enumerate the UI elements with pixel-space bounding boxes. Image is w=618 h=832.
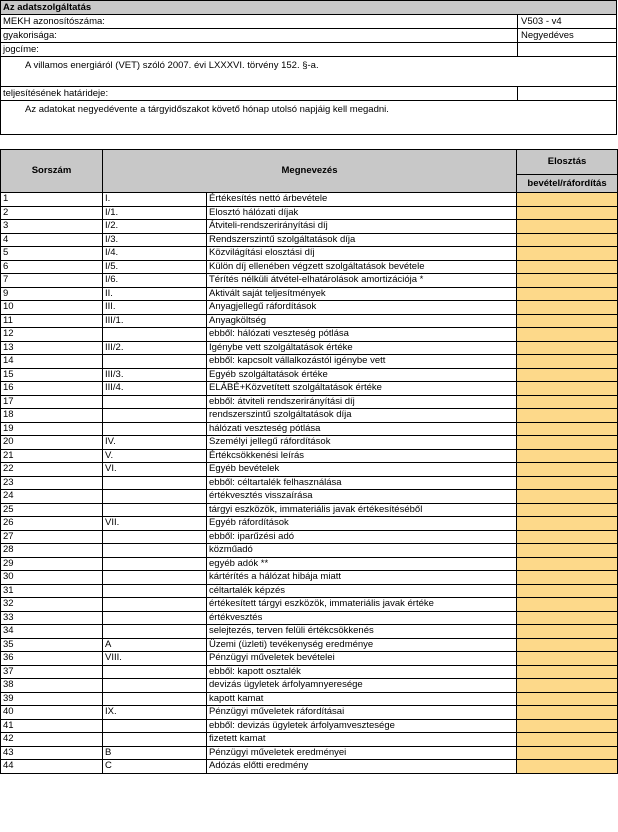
value-input-cell[interactable] bbox=[517, 760, 618, 774]
table-body bbox=[1, 193, 618, 774]
row-code bbox=[103, 476, 207, 490]
row-code bbox=[103, 598, 207, 612]
row-label: közműadó bbox=[207, 544, 517, 558]
row-number: 43 bbox=[1, 746, 103, 760]
row-code: VI. bbox=[103, 463, 207, 477]
table-row bbox=[1, 733, 618, 747]
row-number: 30 bbox=[1, 571, 103, 585]
row-code bbox=[103, 733, 207, 747]
table-row bbox=[1, 247, 618, 261]
row-code bbox=[103, 719, 207, 733]
value-input-cell[interactable] bbox=[517, 368, 618, 382]
row-label: Pénzügyi műveletek ráfordításai bbox=[207, 706, 517, 720]
row-label: ELÁBÉ+Közvetített szolgáltatások értéke bbox=[207, 382, 517, 396]
row-number: 22 bbox=[1, 463, 103, 477]
row-label: selejtezés, terven felüli értékcsökkenés bbox=[207, 625, 517, 639]
table-row bbox=[1, 409, 618, 423]
row-label: céltartalék képzés bbox=[207, 584, 517, 598]
row-code: VII. bbox=[103, 517, 207, 531]
row-number: 14 bbox=[1, 355, 103, 369]
value-input-cell[interactable] bbox=[517, 341, 618, 355]
value-input-cell[interactable] bbox=[517, 422, 618, 436]
row-number: 42 bbox=[1, 733, 103, 747]
row-code: C bbox=[103, 760, 207, 774]
table-row bbox=[1, 355, 618, 369]
table-row bbox=[1, 584, 618, 598]
row-number: 35 bbox=[1, 638, 103, 652]
table-row bbox=[1, 341, 618, 355]
table-row bbox=[1, 328, 618, 342]
value-input-cell[interactable] bbox=[517, 395, 618, 409]
row-number: 6 bbox=[1, 260, 103, 274]
legal-value bbox=[517, 43, 618, 56]
row-number: 9 bbox=[1, 287, 103, 301]
row-number: 4 bbox=[1, 233, 103, 247]
row-code: III/3. bbox=[103, 368, 207, 382]
value-input-cell[interactable] bbox=[517, 328, 618, 342]
table-row bbox=[1, 503, 618, 517]
row-label: ebből: hálózati veszteség pótlása bbox=[207, 328, 517, 342]
row-code bbox=[103, 611, 207, 625]
row-number: 20 bbox=[1, 436, 103, 450]
col-header-name: Megnevezés bbox=[103, 150, 517, 193]
value-input-cell[interactable] bbox=[517, 625, 618, 639]
row-label: értékesített tárgyi eszközök, immateriális javak értéke bbox=[207, 598, 517, 612]
row-label: értékvesztés bbox=[207, 611, 517, 625]
value-input-cell[interactable] bbox=[517, 652, 618, 666]
row-code: IV. bbox=[103, 436, 207, 450]
value-input-cell[interactable] bbox=[517, 746, 618, 760]
value-input-cell[interactable] bbox=[517, 436, 618, 450]
table-row bbox=[1, 706, 618, 720]
legal-text-row bbox=[0, 57, 617, 87]
row-label: Üzemi (üzleti) tevékenység eredménye bbox=[207, 638, 517, 652]
col-header-group: Elosztás bbox=[517, 150, 618, 175]
row-number: 10 bbox=[1, 301, 103, 315]
value-input-cell[interactable] bbox=[517, 503, 618, 517]
row-number: 1 bbox=[1, 193, 103, 207]
row-number: 19 bbox=[1, 422, 103, 436]
row-label: Pénzügyi műveletek bevételei bbox=[207, 652, 517, 666]
table-row bbox=[1, 463, 618, 477]
row-label: tárgyi eszközök, immateriális javak értékesítéséből bbox=[207, 503, 517, 517]
row-number: 21 bbox=[1, 449, 103, 463]
row-number: 44 bbox=[1, 760, 103, 774]
table-row bbox=[1, 220, 618, 234]
row-label: értékvesztés visszaírása bbox=[207, 490, 517, 504]
row-code bbox=[103, 544, 207, 558]
table-row bbox=[1, 517, 618, 531]
value-input-cell[interactable] bbox=[517, 287, 618, 301]
row-code: II. bbox=[103, 287, 207, 301]
table-row bbox=[1, 314, 618, 328]
row-number: 38 bbox=[1, 679, 103, 693]
row-code bbox=[103, 679, 207, 693]
value-input-cell[interactable] bbox=[517, 355, 618, 369]
table-row bbox=[1, 287, 618, 301]
table-row bbox=[1, 638, 618, 652]
row-label: Értékesítés nettó árbevétele bbox=[207, 193, 517, 207]
row-code: I. bbox=[103, 193, 207, 207]
row-label: ebből: devizás ügyletek árfolyamvesztesége bbox=[207, 719, 517, 733]
row-number: 32 bbox=[1, 598, 103, 612]
row-code bbox=[103, 490, 207, 504]
row-code: B bbox=[103, 746, 207, 760]
value-input-cell[interactable] bbox=[517, 517, 618, 531]
row-label: Elosztó hálózati díjak bbox=[207, 206, 517, 220]
value-input-cell[interactable] bbox=[517, 490, 618, 504]
row-label: ebből: iparűzési adó bbox=[207, 530, 517, 544]
row-number: 25 bbox=[1, 503, 103, 517]
row-code bbox=[103, 625, 207, 639]
table-row bbox=[1, 436, 618, 450]
value-input-cell[interactable] bbox=[517, 476, 618, 490]
row-label: kártérítés a hálózat hibája miatt bbox=[207, 571, 517, 585]
row-code: V. bbox=[103, 449, 207, 463]
value-input-cell[interactable] bbox=[517, 571, 618, 585]
row-label: Térítés nélküli átvétel-elhatárolások amortizációja * bbox=[207, 274, 517, 288]
row-label: egyéb adók ** bbox=[207, 557, 517, 571]
row-label: ebből: céltartalék felhasználása bbox=[207, 476, 517, 490]
frequency-label: gyakorisága: bbox=[3, 30, 57, 41]
frequency-value: Negyedéves bbox=[517, 29, 618, 42]
row-number: 11 bbox=[1, 314, 103, 328]
table-row bbox=[1, 611, 618, 625]
row-label: ebből: kapott osztalék bbox=[207, 665, 517, 679]
row-label: fizetett kamat bbox=[207, 733, 517, 747]
row-label: ebből: kapcsolt vállalkozástól igénybe vett bbox=[207, 355, 517, 369]
id-label: MEKH azonosítószáma: bbox=[3, 16, 105, 27]
table-row bbox=[1, 679, 618, 693]
row-label: Egyéb szolgáltatások értéke bbox=[207, 368, 517, 382]
row-label: devizás ügyletek árfolyamnyeresége bbox=[207, 679, 517, 693]
row-label: Értékcsökkenési leírás bbox=[207, 449, 517, 463]
row-number: 2 bbox=[1, 206, 103, 220]
value-input-cell[interactable] bbox=[517, 611, 618, 625]
row-code bbox=[103, 395, 207, 409]
row-label: Igénybe vett szolgáltatások értéke bbox=[207, 341, 517, 355]
row-code: III. bbox=[103, 301, 207, 315]
row-code bbox=[103, 530, 207, 544]
row-code bbox=[103, 665, 207, 679]
deadline-text-row bbox=[0, 101, 617, 135]
value-input-cell[interactable] bbox=[517, 665, 618, 679]
row-code: I/5. bbox=[103, 260, 207, 274]
row-code bbox=[103, 692, 207, 706]
row-label: Egyéb bevételek bbox=[207, 463, 517, 477]
value-input-cell[interactable] bbox=[517, 233, 618, 247]
row-code bbox=[103, 355, 207, 369]
row-number: 34 bbox=[1, 625, 103, 639]
row-code: I/6. bbox=[103, 274, 207, 288]
deadline-row bbox=[0, 87, 617, 101]
row-code bbox=[103, 584, 207, 598]
value-input-cell[interactable] bbox=[517, 193, 618, 207]
deadline-label: teljesítésének határideje: bbox=[3, 88, 109, 99]
row-code bbox=[103, 422, 207, 436]
row-code: IX. bbox=[103, 706, 207, 720]
table-row bbox=[1, 490, 618, 504]
table-row bbox=[1, 544, 618, 558]
row-code bbox=[103, 409, 207, 423]
row-label: Külön díj ellenében végzett szolgáltatások bevétele bbox=[207, 260, 517, 274]
table-row bbox=[1, 746, 618, 760]
value-input-cell[interactable] bbox=[517, 382, 618, 396]
value-input-cell[interactable] bbox=[517, 409, 618, 423]
row-code bbox=[103, 571, 207, 585]
row-number: 33 bbox=[1, 611, 103, 625]
header-row-id bbox=[0, 15, 617, 29]
table-row bbox=[1, 476, 618, 490]
table-row bbox=[1, 233, 618, 247]
value-input-cell[interactable] bbox=[517, 530, 618, 544]
report-header bbox=[0, 0, 617, 135]
row-label: Anyagjellegű ráfordítások bbox=[207, 301, 517, 315]
row-label: kapott kamat bbox=[207, 692, 517, 706]
value-input-cell[interactable] bbox=[517, 314, 618, 328]
report-title-text: Az adatszolgáltatás bbox=[3, 2, 92, 13]
row-number: 27 bbox=[1, 530, 103, 544]
row-label: Személyi jellegű ráfordítások bbox=[207, 436, 517, 450]
row-number: 3 bbox=[1, 220, 103, 234]
row-code bbox=[103, 328, 207, 342]
id-value: V503 - v4 bbox=[517, 15, 618, 28]
value-input-cell[interactable] bbox=[517, 220, 618, 234]
row-number: 39 bbox=[1, 692, 103, 706]
row-number: 41 bbox=[1, 719, 103, 733]
legal-text: A villamos energiáról (VET) szóló 2007. évi LXXXVI. törvény 152. §-a. bbox=[25, 60, 319, 71]
row-code: I/1. bbox=[103, 206, 207, 220]
row-number: 40 bbox=[1, 706, 103, 720]
value-input-cell[interactable] bbox=[517, 719, 618, 733]
value-input-cell[interactable] bbox=[517, 260, 618, 274]
table-row bbox=[1, 571, 618, 585]
row-number: 29 bbox=[1, 557, 103, 571]
value-input-cell[interactable] bbox=[517, 638, 618, 652]
row-number: 12 bbox=[1, 328, 103, 342]
row-code: III/4. bbox=[103, 382, 207, 396]
value-input-cell[interactable] bbox=[517, 544, 618, 558]
table-row bbox=[1, 395, 618, 409]
row-label: Rendszerszintű szolgáltatások díja bbox=[207, 233, 517, 247]
value-input-cell[interactable] bbox=[517, 301, 618, 315]
row-code bbox=[103, 557, 207, 571]
row-label: Pénzügyi műveletek eredményei bbox=[207, 746, 517, 760]
row-label: Adózás előtti eredmény bbox=[207, 760, 517, 774]
row-label: hálózati veszteség pótlása bbox=[207, 422, 517, 436]
table-row bbox=[1, 598, 618, 612]
row-label: rendszerszintű szolgáltatások díja bbox=[207, 409, 517, 423]
header-row-frequency bbox=[0, 29, 617, 43]
legal-label: jogcíme: bbox=[3, 44, 39, 55]
value-input-cell[interactable] bbox=[517, 463, 618, 477]
value-input-cell[interactable] bbox=[517, 449, 618, 463]
table-row bbox=[1, 665, 618, 679]
value-input-cell[interactable] bbox=[517, 598, 618, 612]
table-row bbox=[1, 449, 618, 463]
row-label: Aktivált saját teljesítmények bbox=[207, 287, 517, 301]
table-row bbox=[1, 692, 618, 706]
row-code bbox=[103, 503, 207, 517]
table-row bbox=[1, 652, 618, 666]
row-number: 36 bbox=[1, 652, 103, 666]
value-input-cell[interactable] bbox=[517, 274, 618, 288]
row-label: ebből: átviteli rendszerirányítási díj bbox=[207, 395, 517, 409]
row-number: 26 bbox=[1, 517, 103, 531]
row-label: Közvilágítási elosztási díj bbox=[207, 247, 517, 261]
report-title bbox=[0, 0, 617, 15]
row-number: 23 bbox=[1, 476, 103, 490]
row-number: 16 bbox=[1, 382, 103, 396]
value-input-cell[interactable] bbox=[517, 733, 618, 747]
value-input-cell[interactable] bbox=[517, 206, 618, 220]
table-row bbox=[1, 760, 618, 774]
table-row bbox=[1, 422, 618, 436]
table-row bbox=[1, 368, 618, 382]
row-number: 17 bbox=[1, 395, 103, 409]
row-code: III/1. bbox=[103, 314, 207, 328]
col-header-sub: bevétel/ráfordítás bbox=[517, 175, 618, 193]
table-row bbox=[1, 382, 618, 396]
row-code: A bbox=[103, 638, 207, 652]
row-label: Anyagköltség bbox=[207, 314, 517, 328]
row-code: I/3. bbox=[103, 233, 207, 247]
row-label: Egyéb ráfordítások bbox=[207, 517, 517, 531]
table-row bbox=[1, 260, 618, 274]
value-input-cell[interactable] bbox=[517, 679, 618, 693]
table-row bbox=[1, 301, 618, 315]
table-row bbox=[1, 557, 618, 571]
row-number: 31 bbox=[1, 584, 103, 598]
table-row bbox=[1, 530, 618, 544]
row-code: III/2. bbox=[103, 341, 207, 355]
row-number: 7 bbox=[1, 274, 103, 288]
row-number: 28 bbox=[1, 544, 103, 558]
table-row bbox=[1, 274, 618, 288]
value-input-cell[interactable] bbox=[517, 247, 618, 261]
row-code: VIII. bbox=[103, 652, 207, 666]
row-number: 15 bbox=[1, 368, 103, 382]
value-input-cell[interactable] bbox=[517, 692, 618, 706]
table-row bbox=[1, 193, 618, 207]
header-row-legal bbox=[0, 43, 617, 57]
row-code: I/4. bbox=[103, 247, 207, 261]
table-row bbox=[1, 625, 618, 639]
row-code: I/2. bbox=[103, 220, 207, 234]
row-number: 24 bbox=[1, 490, 103, 504]
deadline-value bbox=[517, 87, 618, 100]
table-row bbox=[1, 719, 618, 733]
col-header-number: Sorszám bbox=[1, 150, 103, 193]
deadline-text: Az adatokat negyedévente a tárgyidőszakot követő hónap utolsó napjáig kell megadni. bbox=[25, 104, 389, 115]
row-number: 18 bbox=[1, 409, 103, 423]
table-row bbox=[1, 206, 618, 220]
row-number: 13 bbox=[1, 341, 103, 355]
value-input-cell[interactable] bbox=[517, 706, 618, 720]
data-table bbox=[0, 149, 618, 774]
row-number: 37 bbox=[1, 665, 103, 679]
value-input-cell[interactable] bbox=[517, 584, 618, 598]
row-number: 5 bbox=[1, 247, 103, 261]
row-label: Átviteli-rendszerirányítási díj bbox=[207, 220, 517, 234]
value-input-cell[interactable] bbox=[517, 557, 618, 571]
